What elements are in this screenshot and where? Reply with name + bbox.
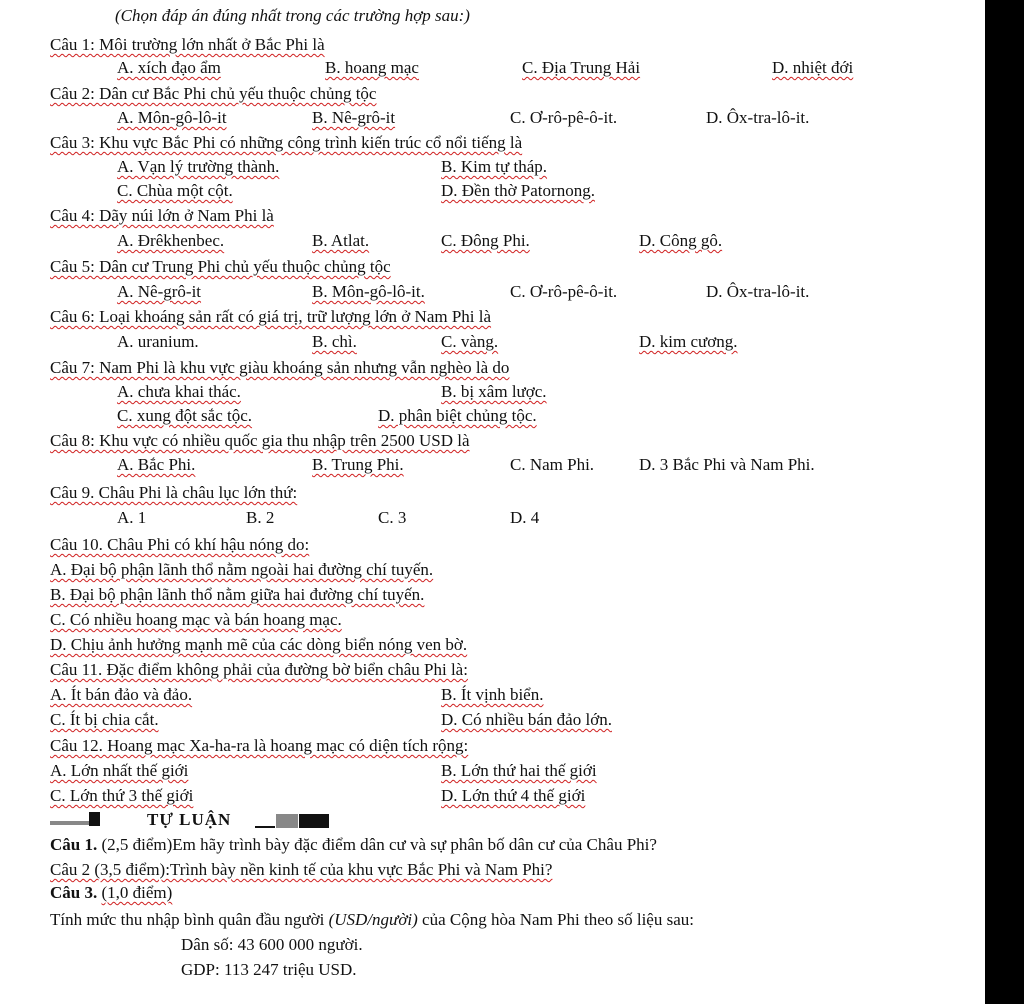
q2-option-b: B. Nê-grô-it [312, 108, 396, 127]
q5-option-a: A. Nê-grô-it [117, 282, 202, 301]
q3-option-c: C. Chùa một cột. [117, 181, 233, 200]
q6-option-a: A. uranium. [117, 332, 199, 351]
q8-option-b: B. Trung Phi. [312, 455, 404, 474]
q12-option-d: D. Lớn thứ 4 thế giới [441, 786, 586, 805]
essay-q1-label: Câu 1. [50, 835, 98, 854]
gdp-value: GDP: 113 247 triệu USD. [181, 960, 357, 979]
q9-option-a: A. 1 [117, 508, 147, 527]
redaction-mark [89, 812, 100, 826]
q5-option-b: B. Môn-gô-lô-it. [312, 282, 425, 301]
q10-option-d: D. Chịu ảnh hưởng mạnh mẽ của các dòng biển nóng ven bờ. [50, 635, 468, 654]
question-10: Câu 10. Châu Phi có khí hậu nóng do: [50, 535, 310, 554]
q7-option-b: B. bị xâm lược. [441, 382, 547, 401]
question-6: Câu 6: Loại khoáng sản rất có giá trị, trữ lượng lớn ở Nam Phi là [50, 307, 492, 326]
question-4: Câu 4: Dãy núi lớn ở Nam Phi là [50, 206, 274, 225]
q7-option-a: A. chưa khai thác. [117, 382, 241, 401]
q11-option-a: A. Ít bán đảo và đảo. [50, 685, 193, 704]
essay-q3-prompt [50, 910, 694, 930]
q7-option-c: C. xung đột sắc tộc. [117, 406, 253, 425]
essay-q3-points: (1,0 điểm) [101, 883, 173, 902]
question-9: Câu 9. Châu Phi là châu lục lớn thứ: [50, 483, 298, 502]
q6-option-c: C. vàng. [441, 332, 499, 351]
q11-option-d: D. Có nhiều bán đảo lớn. [441, 710, 612, 729]
q10-option-c: C. Có nhiều hoang mạc và bán hoang mạc. [50, 610, 342, 629]
q4-option-d: D. Công gô. [639, 231, 723, 250]
redaction-mark [299, 814, 329, 828]
redaction-mark [50, 821, 90, 825]
q1-option-b: B. hoang mạc [325, 58, 419, 77]
q2-option-a: A. Môn-gô-lô-it [117, 108, 227, 127]
essay-q3-label: Câu 3. [50, 883, 98, 902]
question-3: Câu 3: Khu vực Bắc Phi có những công trình kiến trúc cổ nổi tiếng là [50, 133, 523, 152]
q8-option-c: C. Nam Phi. [510, 455, 595, 474]
question-11: Câu 11. Đặc điểm không phải của đường bờ biển châu Phi là: [50, 660, 468, 679]
intro-text: (Chọn đáp án đúng nhất trong các trường hợp sau:) [115, 6, 470, 25]
q11-option-c: C. Ít bị chia cắt. [50, 710, 159, 729]
q12-option-b: B. Lớn thứ hai thế giới [441, 761, 597, 780]
q8-option-a: A. Bắc Phi. [117, 455, 196, 474]
q3-option-d: D. Đền thờ Patornong. [441, 181, 595, 200]
q2-option-d: D. Ôx-tra-lô-it. [706, 108, 810, 127]
essay-question-2: Câu 2 (3,5 điểm):Trình bày nền kinh tế của khu vực Bắc Phi và Nam Phi? [50, 860, 553, 879]
q9-option-c: C. 3 [378, 508, 407, 527]
essay-q1-text: (2,5 điểm)Em hãy trình bày đặc điểm dân cư và sự phân bố dân cư của Châu Phi? [101, 835, 657, 854]
q1-option-d: D. nhiệt đới [772, 58, 854, 77]
q4-option-a: A. Đrêkhenbec. [117, 231, 225, 250]
question-12: Câu 12. Hoang mạc Xa-ha-ra là hoang mạc có diện tích rộng: [50, 736, 469, 755]
essay-question-3 [50, 883, 172, 903]
question-1: Câu 1: Môi trường lớn nhất ở Bắc Phi là [50, 35, 325, 54]
q8-option-d: D. 3 Bắc Phi và Nam Phi. [639, 455, 815, 474]
q6-option-d: D. kim cương. [639, 332, 738, 351]
question-8: Câu 8: Khu vực có nhiều quốc gia thu nhập trên 2500 USD là [50, 431, 470, 450]
q5-option-c: C. Ơ-rô-pê-ô-it. [510, 282, 618, 301]
population-value: Dân số: 43 600 000 người. [181, 935, 363, 954]
essay-q3-prompt-a: Tính mức thu nhập bình quân đầu người [50, 910, 329, 929]
q3-option-a: A. Vạn lý trường thành. [117, 157, 280, 176]
q5-option-d: D. Ôx-tra-lô-it. [706, 282, 810, 301]
q12-option-a: A. Lớn nhất thế giới [50, 761, 189, 780]
q4-option-b: B. Atlat. [312, 231, 370, 250]
q9-option-d: D. 4 [510, 508, 540, 527]
q7-option-d: D. phân biệt chủng tộc. [378, 406, 537, 425]
q9-option-b: B. 2 [246, 508, 275, 527]
q10-option-a: A. Đại bộ phận lãnh thổ nằm ngoài hai đường chí tuyến. [50, 560, 434, 579]
q10-option-b: B. Đại bộ phận lãnh thổ nằm giữa hai đường chí tuyến. [50, 585, 425, 604]
question-7: Câu 7: Nam Phi là khu vực giàu khoáng sản nhưng vẫn nghèo là do [50, 358, 510, 377]
q12-option-c: C. Lớn thứ 3 thế giới [50, 786, 194, 805]
q3-option-b: B. Kim tự tháp. [441, 157, 548, 176]
q6-option-b: B. chì. [312, 332, 357, 351]
section-title: TỰ LUẬN [147, 810, 232, 829]
q11-option-b: B. Ít vịnh biển. [441, 685, 544, 704]
question-2: Câu 2: Dân cư Bắc Phi chủ yếu thuộc chủng tộc [50, 84, 377, 103]
q1-option-a: A. xích đạo ẩm [117, 58, 221, 77]
question-5: Câu 5: Dân cư Trung Phi chủ yếu thuộc chủng tộc [50, 257, 391, 276]
essay-question-1 [50, 835, 657, 855]
essay-q3-unit: (USD/người) [328, 910, 418, 929]
q4-option-c: C. Đông Phi. [441, 231, 530, 250]
essay-q3-prompt-b: của Cộng hòa Nam Phi theo số liệu sau: [417, 910, 694, 929]
redaction-mark [255, 826, 275, 828]
redaction-mark [276, 814, 298, 828]
q1-option-c: C. Địa Trung Hải [522, 58, 641, 77]
side-black-bar [985, 0, 1024, 1004]
q2-option-c: C. Ơ-rô-pê-ô-it. [510, 108, 618, 127]
